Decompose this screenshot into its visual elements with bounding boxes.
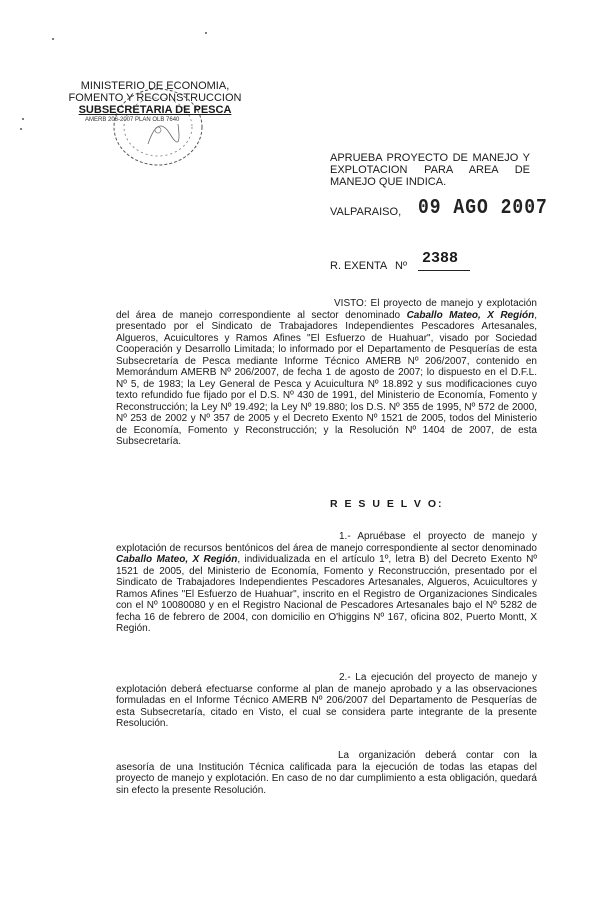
date-stamp: 09 AGO 2007 xyxy=(418,196,548,220)
resolution-label: R. EXENTA xyxy=(330,260,388,272)
item-1-text-1: 1.- Apruébase el proyecto de manejo y explotación de recursos bentónicos del área de manejo correspondiente al sector denominado xyxy=(116,531,537,554)
scan-speck xyxy=(52,38,54,40)
visto-lead: VISTO: xyxy=(334,298,367,309)
resolution-number: 2388 xyxy=(422,250,459,267)
resolution-item-1 xyxy=(116,531,537,635)
header-line-3: SUBSECRETARIA DE PESCA xyxy=(78,104,232,116)
place: VALPARAISO, xyxy=(330,206,402,218)
visto-text-1: El proyecto de manejo y explotación del área de manejo correspondiente al sector denominado xyxy=(116,298,537,321)
resolution-underline xyxy=(418,270,470,271)
visto-text-2: , presentado por el Sindicato de Trabajadores Independientes Pescadores Artesanales, Algueros, Acuicultores y Ramos Afines "El Esfuerzo de Huahuar", visado por Sociedad Cooperación y Desarrollo Limitada; lo informado por el Departamento de Pesquerías de esta Subsecretaría de Pesca mediante Informe Técnico AMERB Nº 206/2007, contenido en Memorándum AMERB Nº 206/2007, de fecha 1 de agosto de 2007; lo dispuesto en el D.F.L. Nº 5, de 1983; la Ley General de Pesca y Acuicultura Nº 18.892 y sus modificaciones cuyo texto refundido fue fijado por el D.S. Nº 430 de 1991, del Ministerio de Economía, Fomento y Reconstrucción; la Ley Nº 19.492; la Ley Nº 19.880; los D.S. Nº 355 de 1995, Nº 572 de 2000, Nº 253 de 2002 y Nº 357 de 2005 y el Decreto Exento Nº 1521 de 2005, todos del Ministerio de Economía, Fomento y Reconstrucción; y la Resolución Nº 1404 de 2007, de esta Subsecretaría. xyxy=(116,309,538,447)
header-reference: AMERB 206-2007 PLAN OLB 7640 xyxy=(85,117,180,123)
scan-speck xyxy=(22,118,24,120)
item-1-sector: Caballo Mateo, X Región xyxy=(116,554,238,565)
document-title: APRUEBA PROYECTO DE MANEJO Y EXPLOTACION PARA AREA DE MANEJO QUE INDICA. xyxy=(330,152,530,188)
item-1-text-2: , individualizada en el artículo 1º, letra B) del Decreto Exento Nº 1521 de 2005, del Ministerio de Economía, Fomento y Reconstrucción, presentado por el Sindicato de Trabajadores Independientes Pescadores Artesanales, Algueros, Acuicultores y Ramos Afines "El Esfuerzo de Huahuar", inscrito en el Registro de Organizaciones Sindicales con el Nº 10080080 y en el Registro Nacional de Pescadores Artesanales bajo el Nº 5282 de fecha 16 de febrero de 2004, con domicilio en O'higgins Nº 167, oficina 802, Puerto Montt, X Región. xyxy=(116,554,538,634)
resolution-item-2-continued: La organización deberá contar con la asesoría de una Institución Técnica calificada para la ejecución de todas las etapas del proyecto de manejo y explotación. En caso de no dar cumplimiento a esta obligación, quedará sin efecto la presente Resolución. xyxy=(116,750,537,796)
scan-speck xyxy=(205,32,207,34)
visto-paragraph xyxy=(116,298,537,448)
ministry-header xyxy=(55,80,255,124)
header-line-2: FOMENTO Y RECONSTRUCCION xyxy=(68,92,242,104)
resolution-no-label: Nº xyxy=(395,260,407,272)
header-line-1: MINISTERIO DE ECONOMIA, xyxy=(80,80,230,92)
resolution-item-2: 2.- La ejecución del proyecto de manejo y explotación deberá efectuarse conforme al plan de manejo aprobado y a las observaciones formuladas en el Informe Técnico AMERB Nº 206/2007 del Departamento de Pesquerías de esta Subsecretaría, citado en Visto, el cual se considera parte integrante de la presente Resolución. xyxy=(116,672,537,729)
resuelvo-heading: R E S U E L V O: xyxy=(330,498,444,510)
scan-speck xyxy=(20,128,22,130)
visto-sector: Caballo Mateo, X Región xyxy=(406,309,535,321)
